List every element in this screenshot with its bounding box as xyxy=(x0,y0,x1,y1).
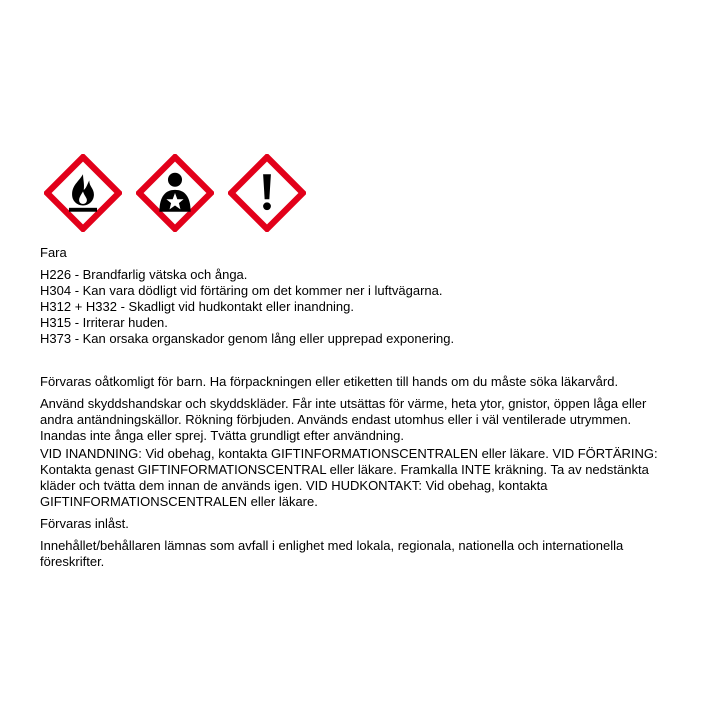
hazard-statement: H315 - Irriterar huden. xyxy=(40,315,168,330)
hazard-statement: H226 - Brandfarlig vätska och ånga. xyxy=(40,267,248,282)
hazard-statements xyxy=(40,267,454,347)
hazard-statement: H312 + H332 - Skadligt vid hudkontakt eller inandning. xyxy=(40,299,355,314)
precautionary-statement: Förvaras inlåst. xyxy=(40,516,129,531)
hazard-statement: H304 - Kan vara dödligt vid förtäring om det kommer ner i luftvägarna. xyxy=(40,283,443,298)
precautionary-statement: Innehållet/behållaren lämnas som avfall i enlighet med lokala, regionala, nationella och internationella föreskrifter. xyxy=(40,538,624,569)
flame-icon xyxy=(44,154,122,232)
exclamation-mark-icon xyxy=(228,154,306,232)
hazard-pictograms xyxy=(44,154,306,232)
precautionary-statements xyxy=(40,374,680,576)
health-hazard-icon xyxy=(136,154,214,232)
precautionary-statement: Använd skyddshandskar och skyddskläder. Får inte utsättas för värme, heta ytor, gnistor, öppen låga eller andra antändningskällor. Rökning förbjuden. Används endast utomhus eller i väl ventilerade utrymmen. Inandas inte ånga eller sprej. Tvätta grundligt efter användning. xyxy=(40,396,647,443)
precautionary-statement: VID INANDNING: Vid obehag, kontakta GIFTINFORMATIONSCENTRALEN eller läkare. VID FÖRTÄRING: Kontakta genast GIFTINFORMATIONSCENTRAL eller läkare. Framkalla INTE kräkning. Ta av nedstänkta kläder och tvätta dem innan de används igen. VID HUDKONTAKT: Vid obehag, kontakta GIFTINFORMATIONSCENTRALEN eller läkare. xyxy=(40,446,658,509)
hazard-statement: H373 - Kan orsaka organskador genom lång eller upprepad exponering. xyxy=(40,331,455,346)
precautionary-statement: Förvaras oåtkomligt för barn. Ha förpackningen eller etiketten till hands om du måste söka läkarvård. xyxy=(40,374,619,389)
signal-word: Fara xyxy=(40,245,67,260)
